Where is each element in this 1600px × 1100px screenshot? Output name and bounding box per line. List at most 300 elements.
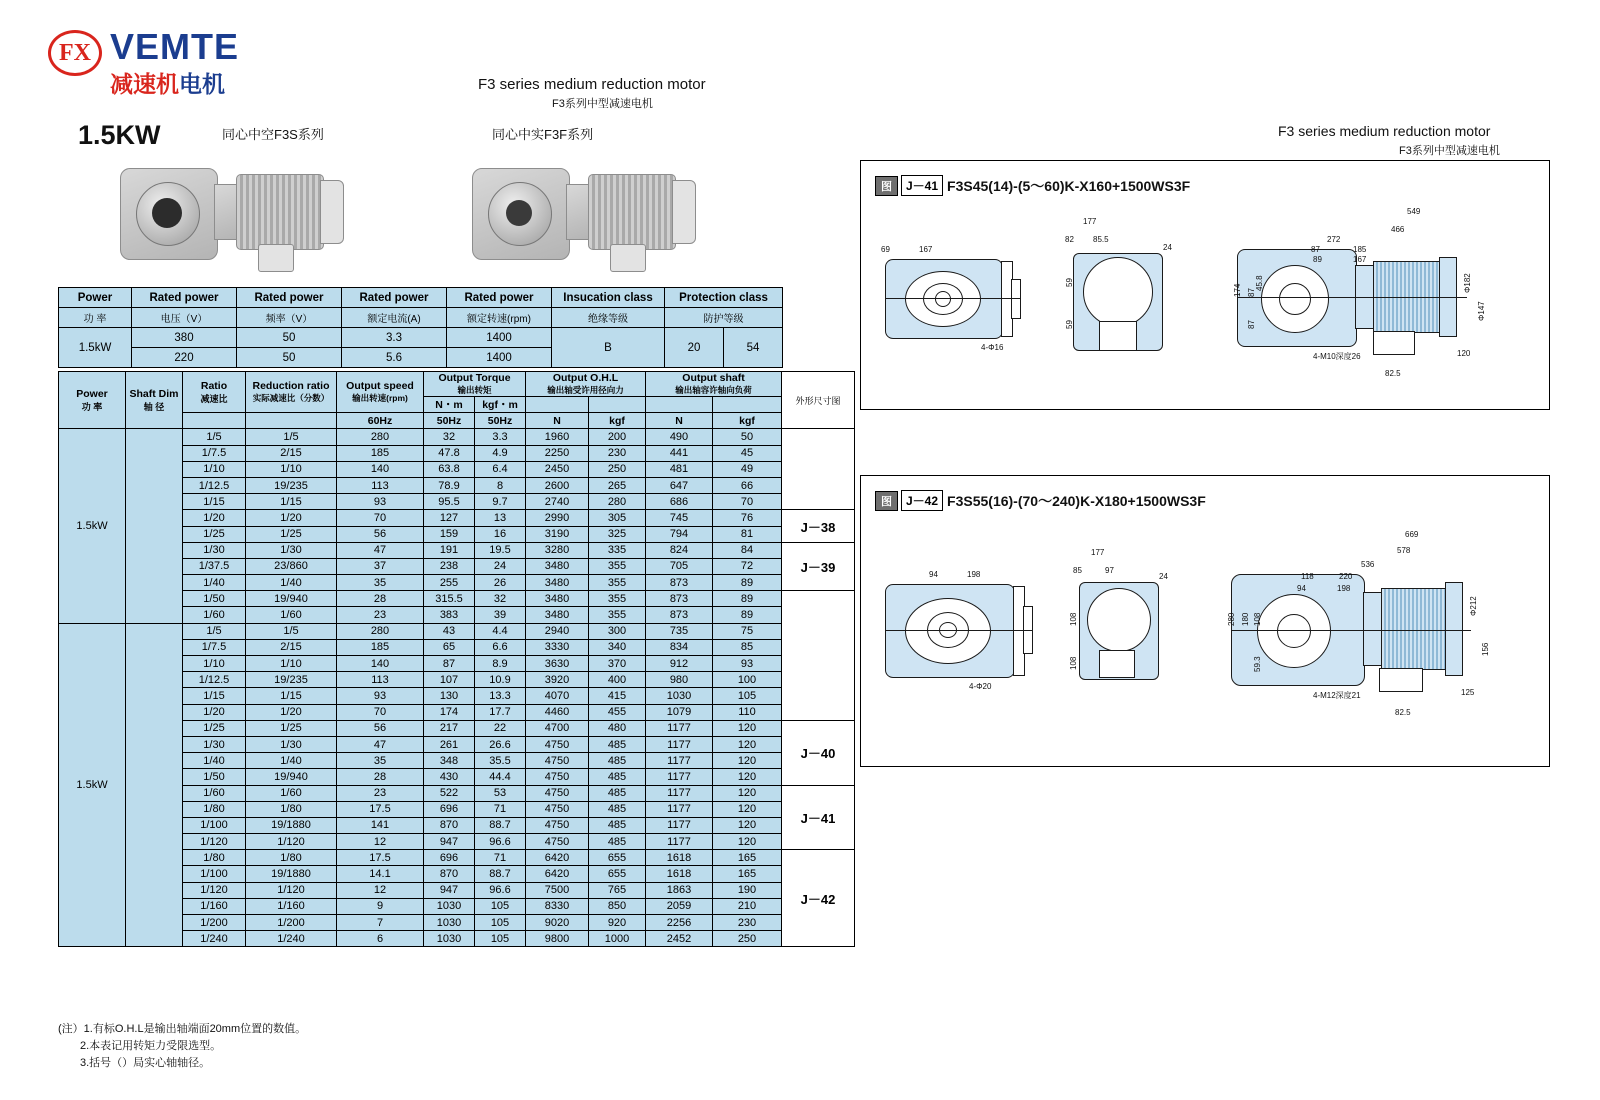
cell-axial-n: 794 xyxy=(646,526,713,542)
main-header-ohl-n xyxy=(526,397,589,413)
cell-output-speed: 113 xyxy=(337,672,424,688)
main-header-ratio-unit xyxy=(183,413,246,429)
cell-axial-n: 1618 xyxy=(646,866,713,882)
cell-ohl-kgf: 305 xyxy=(589,510,646,526)
cell-reduction-ratio: 1/160 xyxy=(246,898,337,914)
cell-output-speed: 23 xyxy=(337,607,424,623)
cell-axial-n: 647 xyxy=(646,477,713,493)
cell-ohl-n: 3330 xyxy=(526,639,589,655)
cell-output-speed: 113 xyxy=(337,477,424,493)
cell-torque-nm: 95.5 xyxy=(424,494,475,510)
cell-output-speed: 17.5 xyxy=(337,850,424,866)
cell-torque-kgfm: 6.6 xyxy=(475,639,526,655)
panel-j41-title: F3S45(14)-(5～60)K-X160+1500WS3F xyxy=(947,177,1191,194)
cell-ratio: 1/10 xyxy=(183,656,246,672)
cell-torque-kgfm: 71 xyxy=(475,801,526,817)
cell-axial-n: 686 xyxy=(646,494,713,510)
cell-ratio: 1/200 xyxy=(183,915,246,931)
cell-axial-n: 1177 xyxy=(646,720,713,736)
drawing-panel-j41: 图 J－41 F3S45(14)-(5～60)K-X160+1500WS3F 69 167 4-Φ16 177 82 85.5 24 59 59 549 466 272 87 185 89 167 174 87 45.8 87 Φ182 Φ147 4-M10深度26 120 82.5 xyxy=(860,160,1550,410)
cell-output-speed: 12 xyxy=(337,882,424,898)
cell-axial-kgf: 120 xyxy=(713,769,782,785)
main-header-50hz-nm: 50Hz xyxy=(424,413,475,429)
cell-reduction-ratio: 1/30 xyxy=(246,736,337,752)
cell-axial-kgf: 70 xyxy=(713,494,782,510)
cell-ohl-n: 3920 xyxy=(526,672,589,688)
spec-speed-220: 1400 xyxy=(447,348,552,368)
cell-reduction-ratio: 1/5 xyxy=(246,429,337,445)
cell-axial-kgf: 105 xyxy=(713,688,782,704)
footnote-1: (注）1.有标O.H.L是输出轴端面20mm位置的数值。 xyxy=(58,1023,307,1035)
cell-ohl-kgf: 655 xyxy=(589,866,646,882)
main-header-reduction-ratio: Reduction ratio 实际减速比（分数） xyxy=(246,372,337,413)
spec-voltage-380: 380 xyxy=(132,328,237,348)
cell-torque-kgfm: 105 xyxy=(475,931,526,947)
cell-axial-n: 1030 xyxy=(646,688,713,704)
logo-mark-text: FX xyxy=(59,40,91,66)
cell-ohl-n: 3480 xyxy=(526,575,589,591)
cell-torque-nm: 255 xyxy=(424,575,475,591)
cell-torque-kgfm: 39 xyxy=(475,607,526,623)
cell-ratio: 1/5 xyxy=(183,429,246,445)
cell-reduction-ratio: 1/80 xyxy=(246,801,337,817)
cell-reduction-ratio: 1/10 xyxy=(246,656,337,672)
cell-ohl-n: 1960 xyxy=(526,429,589,445)
cell-torque-kgfm: 35.5 xyxy=(475,753,526,769)
cell-ohl-kgf: 400 xyxy=(589,672,646,688)
cell-torque-kgfm: 22 xyxy=(475,720,526,736)
cell-ohl-kgf: 485 xyxy=(589,834,646,850)
cell-output-speed: 35 xyxy=(337,575,424,591)
spec-voltage-220: 220 xyxy=(132,348,237,368)
cell-ohl-n: 6420 xyxy=(526,866,589,882)
drawing-ref-j41: J－41 xyxy=(782,785,855,850)
cell-ohl-kgf: 1000 xyxy=(589,931,646,947)
spec-freq-380: 50 xyxy=(237,328,342,348)
cell-torque-nm: 947 xyxy=(424,834,475,850)
cell-torque-kgfm: 16 xyxy=(475,526,526,542)
cell-ohl-kgf: 250 xyxy=(589,461,646,477)
cell-axial-n: 745 xyxy=(646,510,713,526)
cell-ratio: 1/20 xyxy=(183,510,246,526)
cell-ohl-n: 4460 xyxy=(526,704,589,720)
cell-reduction-ratio: 19/940 xyxy=(246,769,337,785)
cell-torque-nm: 127 xyxy=(424,510,475,526)
cell-ohl-n: 3480 xyxy=(526,591,589,607)
cell-ratio: 1/25 xyxy=(183,526,246,542)
cell-axial-n: 1177 xyxy=(646,834,713,850)
cell-ratio: 1/60 xyxy=(183,607,246,623)
cell-axial-kgf: 230 xyxy=(713,915,782,931)
cell-axial-n: 1177 xyxy=(646,753,713,769)
main-shaft-dim-group-2 xyxy=(126,623,183,947)
spec-protection-ip54: 54 xyxy=(724,328,783,368)
cell-reduction-ratio: 1/30 xyxy=(246,542,337,558)
main-power-group-1: 1.5kW xyxy=(59,429,126,623)
cell-axial-n: 1863 xyxy=(646,882,713,898)
cell-axial-kgf: 210 xyxy=(713,898,782,914)
cell-ohl-kgf: 655 xyxy=(589,850,646,866)
cell-torque-nm: 1030 xyxy=(424,898,475,914)
cell-axial-n: 441 xyxy=(646,445,713,461)
cell-torque-kgfm: 6.4 xyxy=(475,461,526,477)
cell-torque-kgfm: 26 xyxy=(475,575,526,591)
cell-output-speed: 37 xyxy=(337,558,424,574)
cell-axial-n: 912 xyxy=(646,656,713,672)
cell-ohl-kgf: 280 xyxy=(589,494,646,510)
cell-ohl-kgf: 455 xyxy=(589,704,646,720)
main-header-50hz-kgfm: 50Hz xyxy=(475,413,526,429)
footnote-2: 2.本表记用转矩力受限选型。 xyxy=(80,1040,222,1052)
cell-output-speed: 47 xyxy=(337,736,424,752)
page-title-en: F3 series medium reduction motor xyxy=(478,76,706,93)
cell-axial-n: 2059 xyxy=(646,898,713,914)
cell-ohl-kgf: 485 xyxy=(589,817,646,833)
cell-ohl-n: 4750 xyxy=(526,753,589,769)
cell-ohl-n: 4750 xyxy=(526,801,589,817)
cell-axial-kgf: 50 xyxy=(713,429,782,445)
table-row xyxy=(59,623,855,639)
spec-header-protection: Protection class xyxy=(665,288,783,308)
cell-ohl-n: 4700 xyxy=(526,720,589,736)
cell-ratio: 1/100 xyxy=(183,817,246,833)
cell-ohl-kgf: 325 xyxy=(589,526,646,542)
cell-ratio: 1/30 xyxy=(183,542,246,558)
cell-ohl-n: 2940 xyxy=(526,623,589,639)
cell-axial-n: 481 xyxy=(646,461,713,477)
cell-ratio: 1/160 xyxy=(183,898,246,914)
spec-header-voltage-cn: 电压（V） xyxy=(132,308,237,328)
cell-output-speed: 56 xyxy=(337,720,424,736)
cell-axial-n: 824 xyxy=(646,542,713,558)
fx-logo-icon xyxy=(48,30,102,76)
cell-ratio: 1/30 xyxy=(183,736,246,752)
cell-reduction-ratio: 1/240 xyxy=(246,931,337,947)
spec-header-protection-cn: 防护等级 xyxy=(665,308,783,328)
cell-reduction-ratio: 1/25 xyxy=(246,720,337,736)
spec-header-current-cn: 额定电流(A) xyxy=(342,308,447,328)
cell-output-speed: 47 xyxy=(337,542,424,558)
cell-reduction-ratio: 2/15 xyxy=(246,445,337,461)
drawing-ref-j42: J－42 xyxy=(782,850,855,947)
main-header-60hz: 60Hz xyxy=(337,413,424,429)
cell-ohl-kgf: 335 xyxy=(589,542,646,558)
cell-axial-n: 2256 xyxy=(646,915,713,931)
main-header-torque-nm: N・m xyxy=(424,397,475,413)
cell-torque-kgfm: 88.7 xyxy=(475,866,526,882)
cell-ratio: 1/15 xyxy=(183,494,246,510)
spec-insulation-value: B xyxy=(552,328,665,368)
cell-reduction-ratio: 1/40 xyxy=(246,575,337,591)
cell-ohl-kgf: 765 xyxy=(589,882,646,898)
cell-ohl-n: 2600 xyxy=(526,477,589,493)
cell-axial-kgf: 76 xyxy=(713,510,782,526)
cell-axial-kgf: 89 xyxy=(713,575,782,591)
cell-output-speed: 93 xyxy=(337,688,424,704)
cell-axial-n: 873 xyxy=(646,607,713,623)
cell-torque-kgfm: 24 xyxy=(475,558,526,574)
footnote-3: 3.括号（）局实心轴轴径。 xyxy=(80,1057,211,1069)
table-row xyxy=(59,328,783,348)
cell-axial-n: 873 xyxy=(646,575,713,591)
cell-axial-kgf: 250 xyxy=(713,931,782,947)
cell-torque-nm: 78.9 xyxy=(424,477,475,493)
cell-axial-kgf: 75 xyxy=(713,623,782,639)
cell-axial-n: 1618 xyxy=(646,850,713,866)
cell-torque-kgfm: 19.5 xyxy=(475,542,526,558)
cell-axial-kgf: 93 xyxy=(713,656,782,672)
main-header-unit-n: N xyxy=(526,413,589,429)
cell-torque-nm: 1030 xyxy=(424,915,475,931)
cell-ratio: 1/40 xyxy=(183,575,246,591)
cell-ohl-n: 4750 xyxy=(526,834,589,850)
cell-ohl-kgf: 370 xyxy=(589,656,646,672)
cell-ratio: 1/5 xyxy=(183,623,246,639)
cell-axial-kgf: 81 xyxy=(713,526,782,542)
cell-reduction-ratio: 1/120 xyxy=(246,834,337,850)
cell-axial-kgf: 85 xyxy=(713,639,782,655)
cell-ohl-kgf: 355 xyxy=(589,591,646,607)
cell-ohl-kgf: 300 xyxy=(589,623,646,639)
cell-ohl-n: 9020 xyxy=(526,915,589,931)
table-row xyxy=(59,429,855,445)
cell-torque-nm: 174 xyxy=(424,704,475,720)
cell-torque-kgfm: 13.3 xyxy=(475,688,526,704)
cell-axial-kgf: 84 xyxy=(713,542,782,558)
series-s-label: 同心中空F3S系列 xyxy=(222,127,324,142)
cell-ratio: 1/50 xyxy=(183,769,246,785)
cell-torque-nm: 43 xyxy=(424,623,475,639)
main-header-shaft-dim: Shaft Dim 轴 径 xyxy=(126,372,183,429)
cell-reduction-ratio: 1/200 xyxy=(246,915,337,931)
cell-output-speed: 35 xyxy=(337,753,424,769)
footnotes xyxy=(58,1021,306,1072)
cell-output-speed: 6 xyxy=(337,931,424,947)
cell-torque-nm: 870 xyxy=(424,866,475,882)
cell-ratio: 1/80 xyxy=(183,850,246,866)
cell-torque-nm: 65 xyxy=(424,639,475,655)
cell-output-speed: 140 xyxy=(337,461,424,477)
brand-name-cn-red: 减速机 xyxy=(110,71,179,97)
cell-ohl-kgf: 485 xyxy=(589,753,646,769)
cell-ohl-n: 2250 xyxy=(526,445,589,461)
drawing-panel-j42: 图 J－42 F3S55(16)-(70～240)K-X180+1500WS3F 94 198 4-Φ20 177 85 97 24 108 108 669 578 536 220 118 94 198 280 180 108 59.3 Φ212 156 4-M12深度21 125 82.5 xyxy=(860,475,1550,767)
cell-output-speed: 7 xyxy=(337,915,424,931)
brand-name-cn xyxy=(110,66,225,99)
cell-axial-kgf: 45 xyxy=(713,445,782,461)
cell-ohl-n: 7500 xyxy=(526,882,589,898)
cell-axial-n: 980 xyxy=(646,672,713,688)
cell-ohl-n: 4750 xyxy=(526,736,589,752)
cell-axial-n: 2452 xyxy=(646,931,713,947)
main-header-unit-kgf: kgf xyxy=(589,413,646,429)
page-title-cn: F3系列中型减速电机 xyxy=(552,98,653,110)
cell-ratio: 1/50 xyxy=(183,591,246,607)
cell-torque-nm: 159 xyxy=(424,526,475,542)
cell-torque-nm: 870 xyxy=(424,817,475,833)
cell-axial-kgf: 120 xyxy=(713,736,782,752)
main-header-ratio: Ratio 减速比 xyxy=(183,372,246,413)
cell-ohl-kgf: 230 xyxy=(589,445,646,461)
cell-torque-kgfm: 4.9 xyxy=(475,445,526,461)
cell-torque-kgfm: 71 xyxy=(475,850,526,866)
panel-badge-icon: 图 xyxy=(875,176,898,196)
cell-axial-kgf: 89 xyxy=(713,591,782,607)
cell-reduction-ratio: 19/940 xyxy=(246,591,337,607)
drawing-ref-j39: J－39 xyxy=(782,542,855,591)
main-header-axial-n xyxy=(646,397,713,413)
cell-torque-nm: 87 xyxy=(424,656,475,672)
spec-current-220: 5.6 xyxy=(342,348,447,368)
cell-ratio: 1/7.5 xyxy=(183,639,246,655)
main-header-drawing: 外形尺寸图 xyxy=(782,372,855,429)
cell-ratio: 1/100 xyxy=(183,866,246,882)
cell-ohl-kgf: 485 xyxy=(589,801,646,817)
cell-output-speed: 56 xyxy=(337,526,424,542)
cell-axial-kgf: 165 xyxy=(713,866,782,882)
cell-axial-n: 490 xyxy=(646,429,713,445)
cell-output-speed: 141 xyxy=(337,817,424,833)
cell-ohl-n: 3480 xyxy=(526,558,589,574)
cell-axial-kgf: 120 xyxy=(713,785,782,801)
cell-torque-kgfm: 26.6 xyxy=(475,736,526,752)
cell-reduction-ratio: 19/1880 xyxy=(246,817,337,833)
cell-torque-nm: 315.5 xyxy=(424,591,475,607)
cell-ratio: 1/240 xyxy=(183,931,246,947)
panel-j42-title: F3S55(16)-(70～240)K-X180+1500WS3F xyxy=(947,492,1206,509)
cell-reduction-ratio: 1/10 xyxy=(246,461,337,477)
main-header-output-speed: Output speed 输出转速(rpm) xyxy=(337,372,424,413)
cell-torque-nm: 191 xyxy=(424,542,475,558)
cell-ohl-kgf: 200 xyxy=(589,429,646,445)
cell-ratio: 1/7.5 xyxy=(183,445,246,461)
panel-j41-heading xyxy=(875,175,1190,196)
cell-reduction-ratio: 19/235 xyxy=(246,477,337,493)
cell-ratio: 1/80 xyxy=(183,801,246,817)
cell-axial-kgf: 110 xyxy=(713,704,782,720)
cell-output-speed: 28 xyxy=(337,769,424,785)
spec-header-current: Rated power xyxy=(342,288,447,308)
cell-ohl-kgf: 485 xyxy=(589,785,646,801)
main-header-output-torque: Output Torque 输出转矩 xyxy=(424,372,526,397)
spec-header-power-cn: 功 率 xyxy=(59,308,132,328)
cell-output-speed: 28 xyxy=(337,591,424,607)
table-header-row xyxy=(59,372,855,397)
right-title-cn: F3系列中型减速电机 xyxy=(1399,145,1500,157)
cell-output-speed: 70 xyxy=(337,704,424,720)
cell-torque-kgfm: 9.7 xyxy=(475,494,526,510)
cell-reduction-ratio: 1/80 xyxy=(246,850,337,866)
spec-freq-220: 50 xyxy=(237,348,342,368)
brand-name-en: VEMTE xyxy=(110,26,240,67)
brand-logo xyxy=(48,22,308,97)
panel-j42-heading xyxy=(875,490,1206,511)
cell-reduction-ratio: 1/60 xyxy=(246,785,337,801)
cell-torque-kgfm: 8.9 xyxy=(475,656,526,672)
cell-output-speed: 93 xyxy=(337,494,424,510)
cell-ratio: 1/12.5 xyxy=(183,477,246,493)
cell-reduction-ratio: 23/860 xyxy=(246,558,337,574)
cell-reduction-ratio: 19/1880 xyxy=(246,866,337,882)
cell-torque-nm: 348 xyxy=(424,753,475,769)
cell-ohl-n: 9800 xyxy=(526,931,589,947)
cell-ratio: 1/10 xyxy=(183,461,246,477)
cell-output-speed: 23 xyxy=(337,785,424,801)
cell-torque-kgfm: 44.4 xyxy=(475,769,526,785)
cell-reduction-ratio: 1/60 xyxy=(246,607,337,623)
cell-torque-kgfm: 10.9 xyxy=(475,672,526,688)
main-header-unit-n2: N xyxy=(646,413,713,429)
brand-name-cn-blue: 电机 xyxy=(179,71,225,97)
spec-header-speed-cn: 额定转速(rpm) xyxy=(447,308,552,328)
cell-ohl-n: 2740 xyxy=(526,494,589,510)
cell-torque-kgfm: 17.7 xyxy=(475,704,526,720)
cell-reduction-ratio: 1/15 xyxy=(246,688,337,704)
cell-axial-kgf: 165 xyxy=(713,850,782,866)
drawing-ref-blank-1 xyxy=(782,429,855,510)
spec-header-insulation-cn: 绝缘等级 xyxy=(552,308,665,328)
cell-axial-kgf: 72 xyxy=(713,558,782,574)
cell-axial-n: 1177 xyxy=(646,801,713,817)
power-rating-title: 1.5KW xyxy=(78,120,161,150)
spec-current-380: 3.3 xyxy=(342,328,447,348)
cell-torque-nm: 947 xyxy=(424,882,475,898)
cell-ratio: 1/60 xyxy=(183,785,246,801)
cell-ohl-kgf: 355 xyxy=(589,558,646,574)
cell-reduction-ratio: 2/15 xyxy=(246,639,337,655)
spec-header-insulation: Insucation class xyxy=(552,288,665,308)
cell-torque-nm: 696 xyxy=(424,850,475,866)
spec-protection-ip2: 20 xyxy=(665,328,724,368)
cell-axial-kgf: 120 xyxy=(713,753,782,769)
cell-ohl-n: 3190 xyxy=(526,526,589,542)
cell-torque-kgfm: 8 xyxy=(475,477,526,493)
cell-torque-nm: 696 xyxy=(424,801,475,817)
spec-power-value: 1.5kW xyxy=(59,328,132,368)
cell-reduction-ratio: 1/40 xyxy=(246,753,337,769)
cell-ohl-kgf: 415 xyxy=(589,688,646,704)
cell-ohl-kgf: 355 xyxy=(589,607,646,623)
cell-axial-n: 873 xyxy=(646,591,713,607)
panel-j41-code: J－41 xyxy=(901,175,943,196)
cell-torque-kgfm: 13 xyxy=(475,510,526,526)
cell-ratio: 1/40 xyxy=(183,753,246,769)
panel-j42-code: J－42 xyxy=(901,490,943,511)
cell-axial-kgf: 49 xyxy=(713,461,782,477)
cell-output-speed: 17.5 xyxy=(337,801,424,817)
drawing-ref-j38: J－38 xyxy=(782,510,855,542)
cell-torque-kgfm: 105 xyxy=(475,898,526,914)
cell-ohl-kgf: 340 xyxy=(589,639,646,655)
cell-torque-nm: 1030 xyxy=(424,931,475,947)
main-header-ohl-kgf xyxy=(589,397,646,413)
cell-reduction-ratio: 1/20 xyxy=(246,704,337,720)
product-photo-f3f xyxy=(462,160,712,275)
cell-ohl-n: 4070 xyxy=(526,688,589,704)
table-header-row-cn xyxy=(59,308,783,328)
cell-axial-n: 1079 xyxy=(646,704,713,720)
cell-torque-kgfm: 53 xyxy=(475,785,526,801)
cell-ohl-n: 6420 xyxy=(526,850,589,866)
cell-reduction-ratio: 1/20 xyxy=(246,510,337,526)
cell-ohl-n: 4750 xyxy=(526,769,589,785)
drawing-ref-j40: J－40 xyxy=(782,720,855,785)
cell-ohl-kgf: 850 xyxy=(589,898,646,914)
right-title-en: F3 series medium reduction motor xyxy=(1278,123,1491,139)
performance-table xyxy=(58,371,855,947)
cell-output-speed: 185 xyxy=(337,445,424,461)
cell-ohl-kgf: 480 xyxy=(589,720,646,736)
